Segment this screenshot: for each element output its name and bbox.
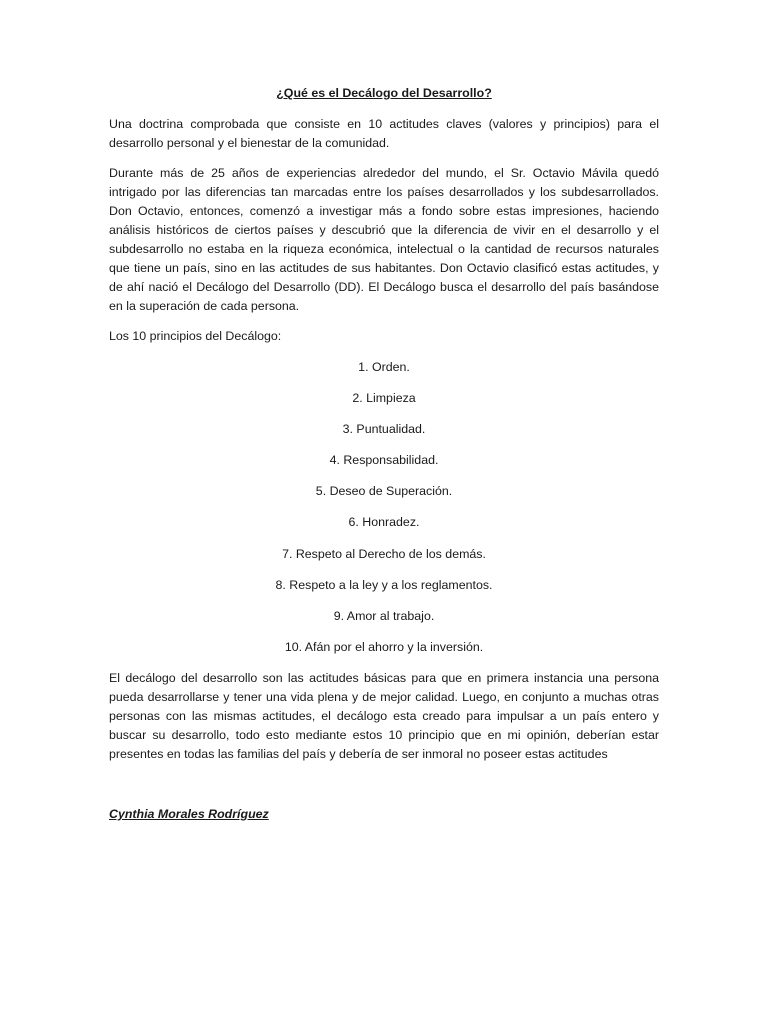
principle-item: 6. Honradez. bbox=[348, 515, 420, 530]
paragraph-history: Durante más de 25 años de experiencias alrededor del mundo, el Sr. Octavio Mávila quedó intrigado por las diferencias tan marcadas entre los países desarrollados y los subdesarrollados. Don Octavio, entonces, comenzó a investigar más a fondo sobre estas impresiones, haciendo análisis históricos de ciertos países y descubrió que la diferencia de vivir en el desarrollo y el subdesarrollo no estaba en la riqueza económica, intelectual o la cantidad de recursos naturales que tiene un país, sino en las actitudes de sus habitantes. Don Octavio clasificó estas actitudes, y de ahí nació el Decálogo del Desarrollo (DD). El Decálogo busca el desarrollo del país basándose en la superación de cada persona. bbox=[109, 166, 659, 313]
principle-item: 4. Responsabilidad. bbox=[329, 453, 439, 468]
principle-item: 2. Limpieza bbox=[352, 391, 416, 406]
principles-list bbox=[109, 358, 659, 657]
principle-item: 3. Puntualidad. bbox=[342, 422, 426, 437]
paragraph-conclusion: El decálogo del desarrollo son las actitudes básicas para que en primera instancia una persona pueda desarrollarse y tener una vida plena y de mejor calidad. Luego, en conjunto a muchas otras personas con las mismas actitudes, el decálogo esta creado para impulsar a un país entero y buscar su desarrollo, todo esto mediante estos 10 principio que en mi opinión, deberían estar presentes en todas las familias del país y debería de ser inmoral no poseer estas actitudes bbox=[109, 670, 659, 761]
principle-item: 7. Respeto al Derecho de los demás. bbox=[282, 546, 486, 561]
principle-item: 1. Orden. bbox=[358, 360, 410, 374]
document-page bbox=[109, 84, 659, 824]
principle-item: 8. Respeto a la ley y a los reglamentos. bbox=[275, 577, 493, 592]
author-signature: Cynthia Morales Rodríguez bbox=[109, 806, 269, 821]
principle-item: 5. Deseo de Superación. bbox=[315, 484, 453, 499]
document-title: ¿Qué es el Decálogo del Desarrollo? bbox=[276, 86, 492, 100]
principles-intro: Los 10 principios del Decálogo: bbox=[109, 329, 282, 343]
paragraph-definition: Una doctrina comprobada que consiste en 10 actitudes claves (valores y principios) para el desarrollo personal y el bienestar de la comunidad. bbox=[109, 117, 659, 150]
principle-item: 10. Afán por el ahorro y la inversión. bbox=[284, 639, 484, 654]
principle-item: 9. Amor al trabajo. bbox=[333, 608, 435, 623]
